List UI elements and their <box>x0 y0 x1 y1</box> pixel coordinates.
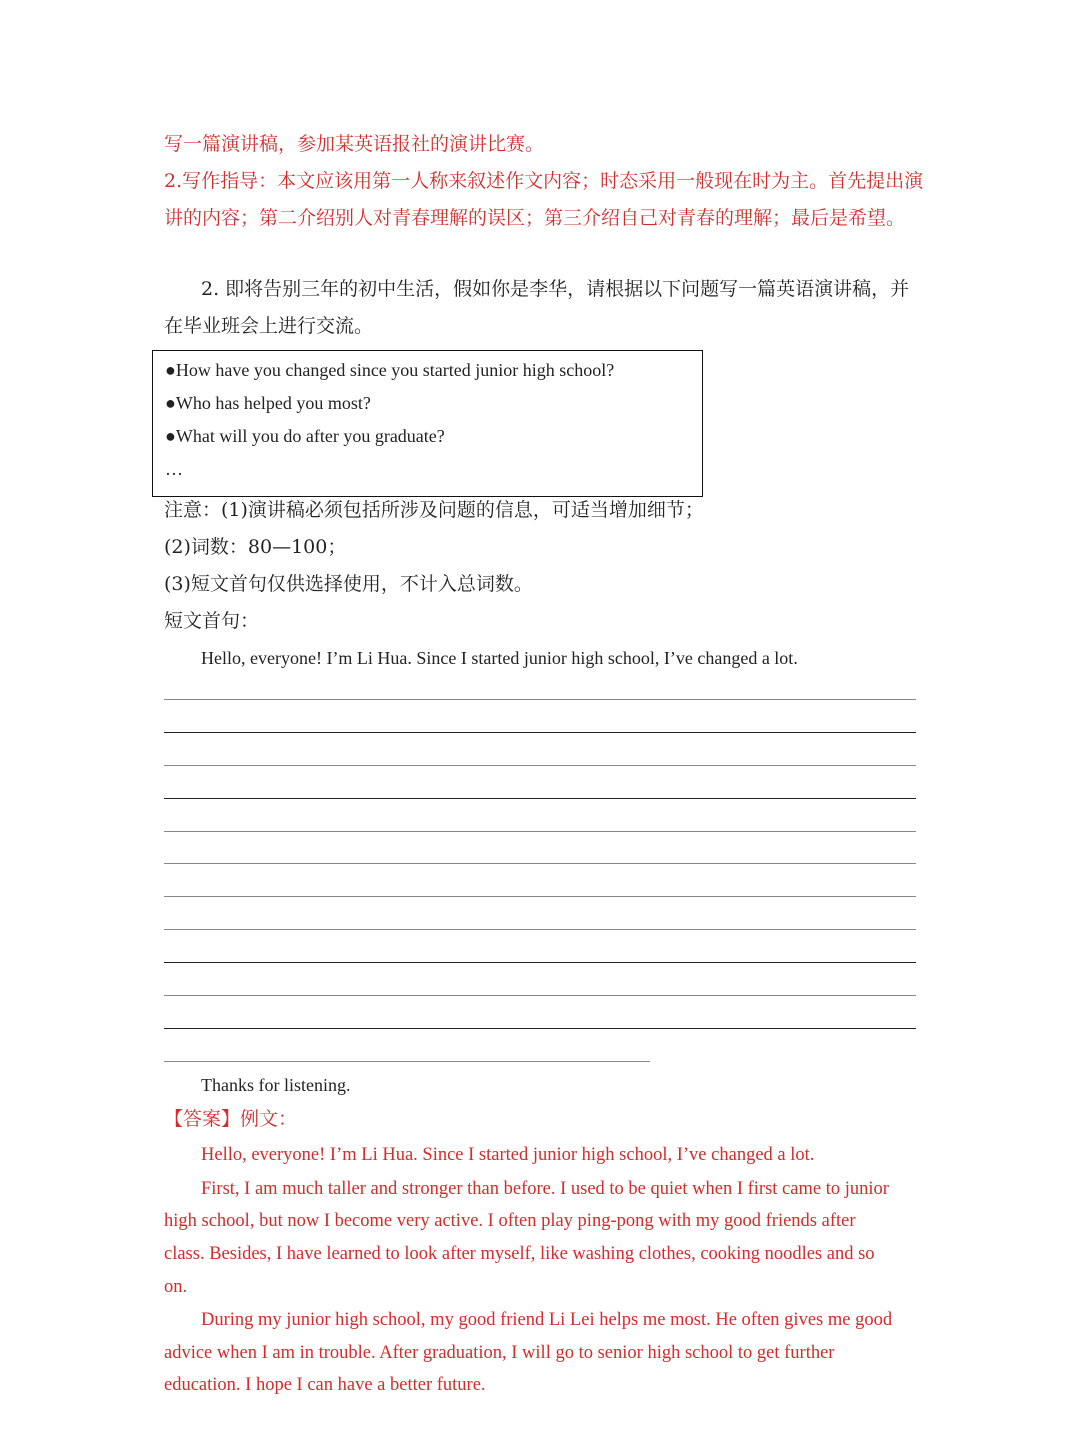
answer-tag: 【答案】 <box>164 1108 241 1130</box>
writing-line <box>164 1028 916 1029</box>
question-line-1: 2. 即将告别三年的初中生活，假如你是李华，请根据以下问题写一篇英语演讲稿，并 <box>201 278 910 300</box>
writing-line <box>164 962 916 963</box>
question-line-2: 在毕业班会上进行交流。 <box>164 315 374 337</box>
answer-line: During my junior high school, my good friend Li Lei helps me most. He often gives me good <box>201 1310 893 1330</box>
writing-line <box>164 995 916 996</box>
writing-line <box>164 831 916 832</box>
answer-heading <box>164 1107 297 1131</box>
prompt-item: ●What will you do after you graduate? <box>165 426 445 446</box>
answer-line: high school, but now I become very active. I often play ping-pong with my good friends after <box>164 1211 856 1231</box>
answer-line: First, I am much taller and stronger than before. I used to be quiet when I first came to junior <box>201 1179 889 1199</box>
note-line-3: (3)短文首句仅供选择使用，不计入总词数。 <box>164 573 533 595</box>
writing-line <box>164 732 916 733</box>
writing-line <box>164 798 916 799</box>
closing-sentence: Thanks for listening. <box>201 1075 351 1095</box>
writing-line <box>164 896 916 897</box>
note-line-1: 注意：(1)演讲稿必须包括所涉及问题的信息，可适当增加细节； <box>164 499 704 521</box>
answer-line: advice when I am in trouble. After graduation, I will go to senior high school to get further <box>164 1343 835 1363</box>
writing-line <box>164 929 916 930</box>
opening-sentence: Hello, everyone! I’m Li Hua. Since I started junior high school, I’ve changed a lot. <box>201 648 798 668</box>
note-line-2: (2)词数：80—100； <box>164 536 347 558</box>
prompt-item: ●Who has helped you most? <box>165 393 371 413</box>
answer-line: on. <box>164 1277 188 1297</box>
writing-line <box>164 765 916 766</box>
writing-line <box>164 863 916 864</box>
tip-line-3: 讲的内容；第二介绍别人对青春理解的误区；第三介绍自己对青春的理解；最后是希望。 <box>164 207 906 229</box>
answer-line: Hello, everyone! I’m Li Hua. Since I started junior high school, I’ve changed a lot. <box>201 1145 815 1165</box>
tip-line-2: 2.写作指导：本文应该用第一人称来叙述作文内容；时态采用一般现在时为主。首先提出演 <box>164 170 924 192</box>
writing-line <box>164 699 916 700</box>
prompt-box <box>152 350 703 497</box>
note-line-4: 短文首句： <box>164 610 260 632</box>
writing-line <box>164 1061 650 1062</box>
prompt-ellipsis: … <box>165 459 183 479</box>
answer-label: 例文： <box>240 1108 298 1130</box>
prompt-item: ●How have you changed since you started junior high school? <box>165 360 615 380</box>
tip-line-1: 写一篇演讲稿，参加某英语报社的演讲比赛。 <box>164 133 545 155</box>
answer-line: class. Besides, I have learned to look after myself, like washing clothes, cooking noodles and so <box>164 1244 875 1264</box>
answer-line: education. I hope I can have a better future. <box>164 1375 486 1395</box>
